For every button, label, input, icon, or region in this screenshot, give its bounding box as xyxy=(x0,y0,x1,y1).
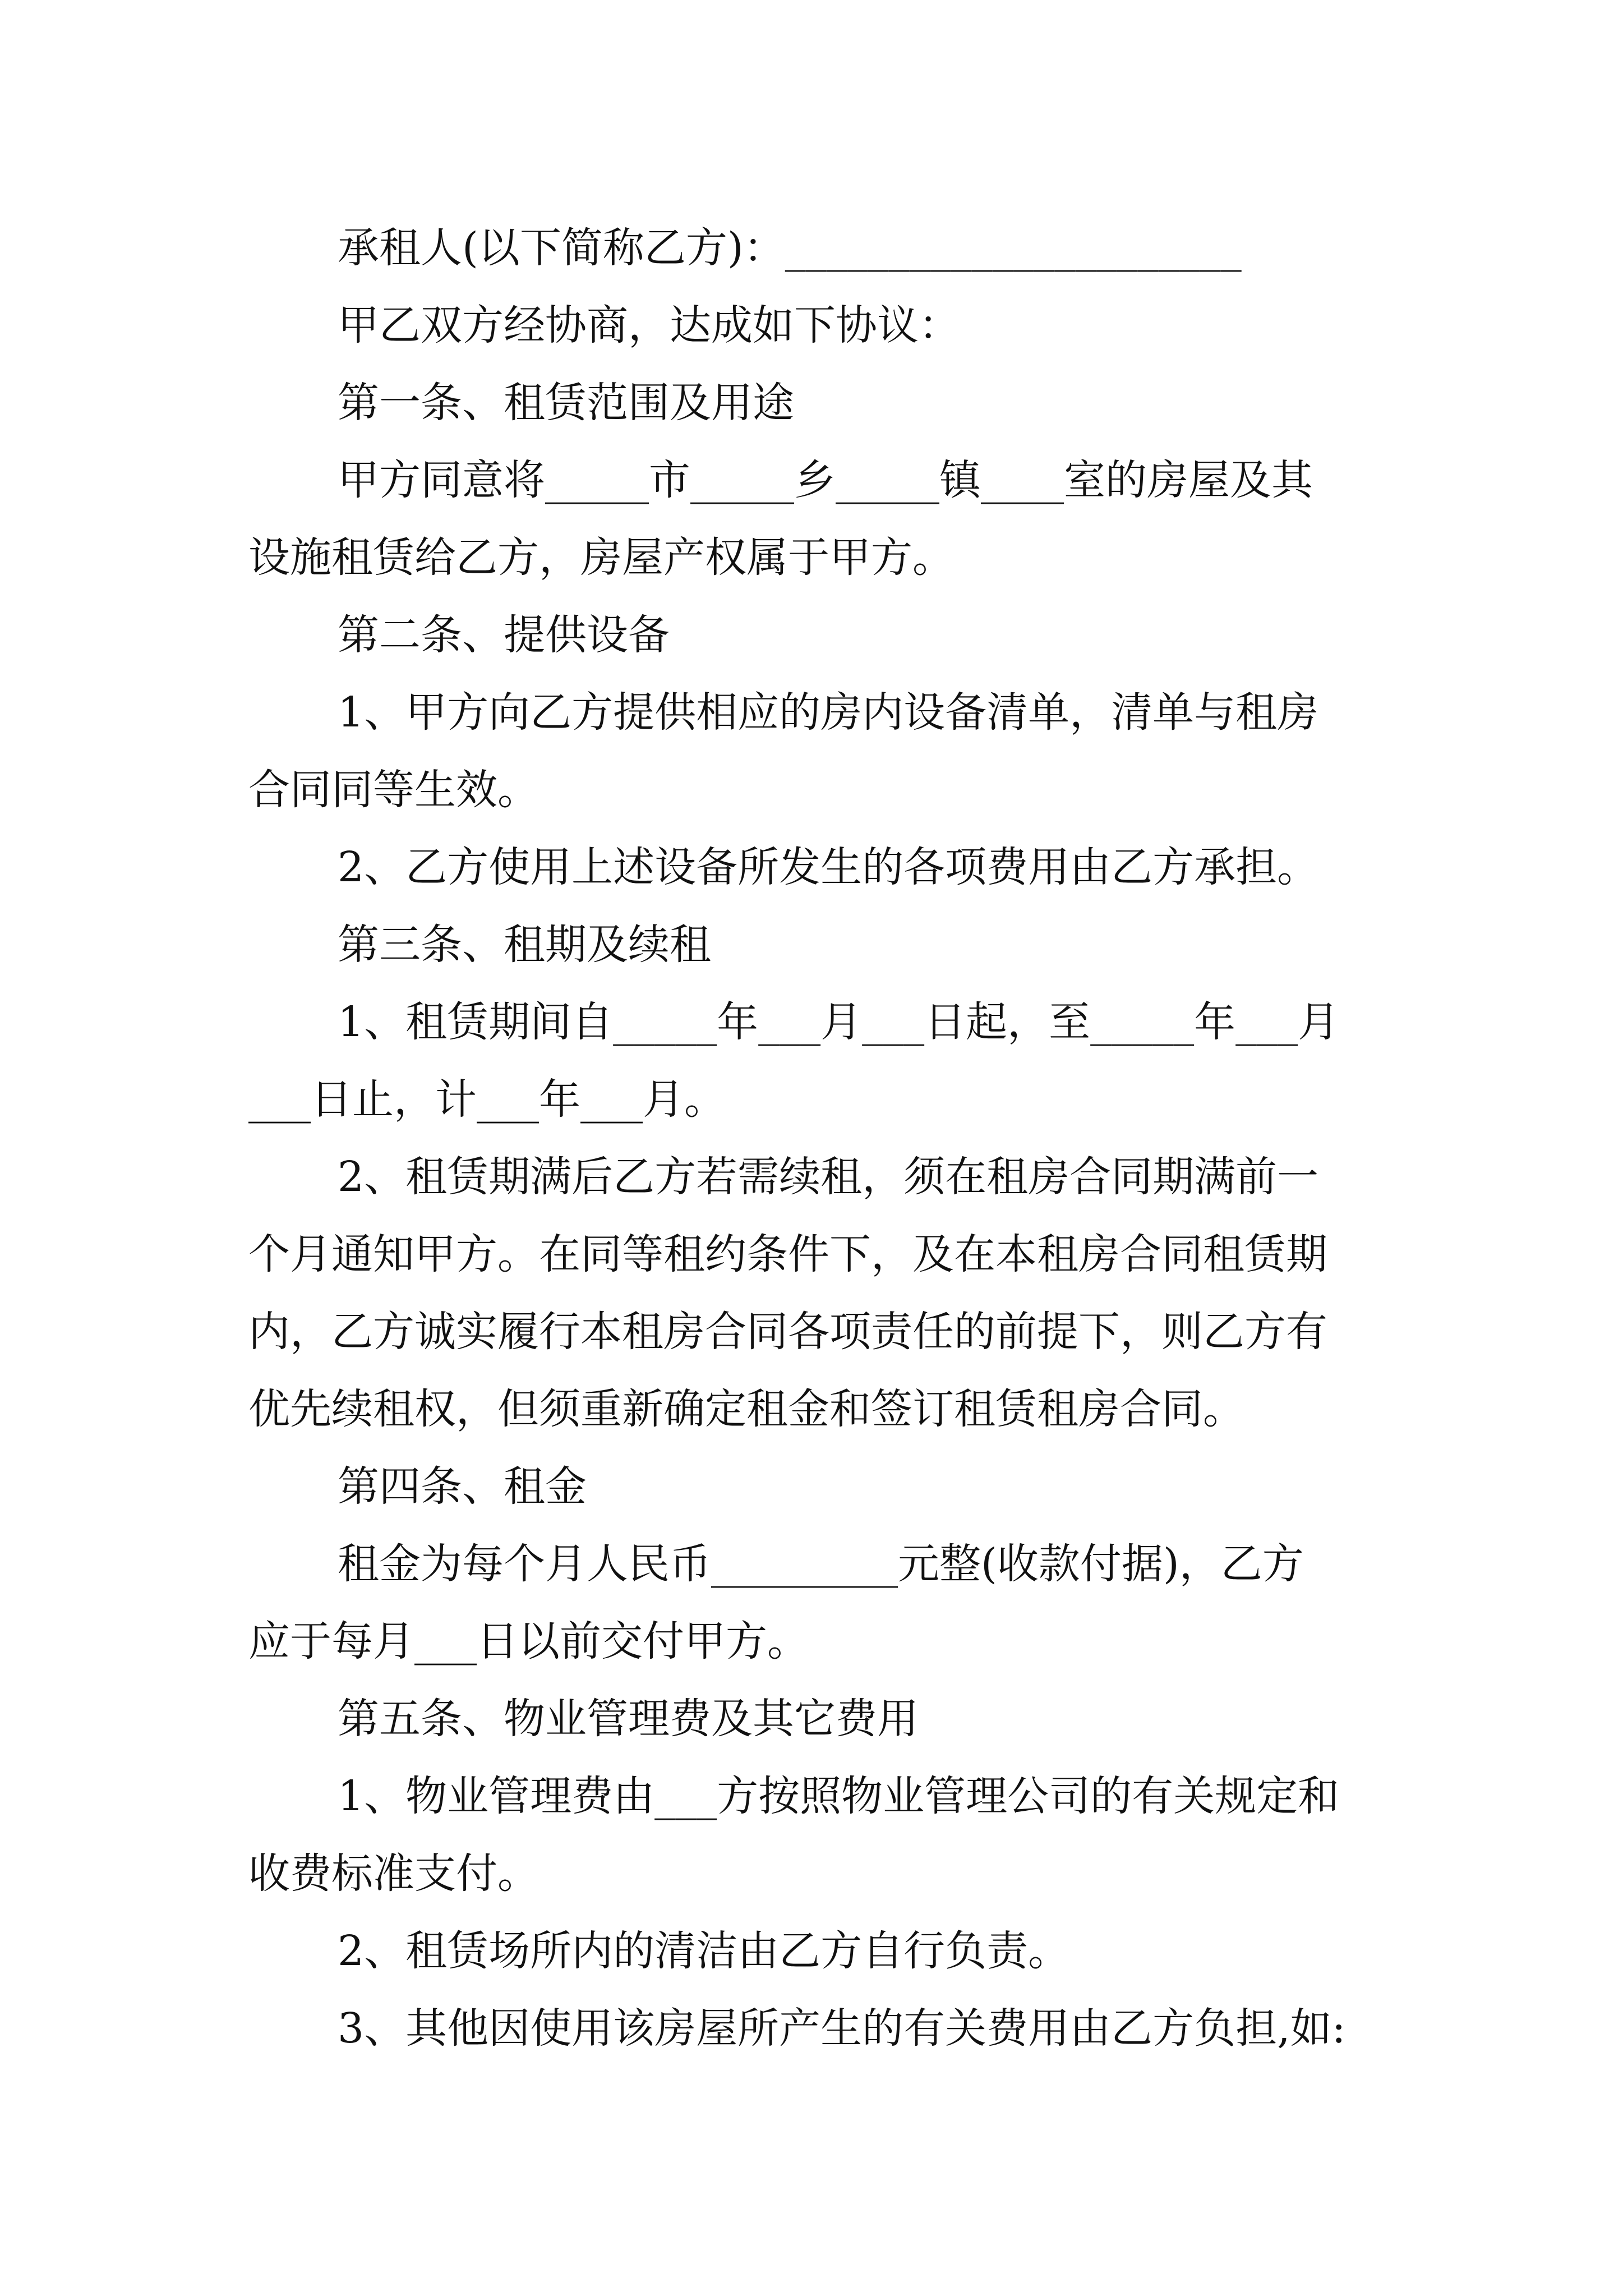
article-3-item-2-line-3: 内，乙方诚实履行本租房合同各项责任的前提下，则乙方有 xyxy=(248,1308,1327,1356)
article-3-item-1-line-2: ___日止，计___年___月。 xyxy=(248,1075,726,1124)
article-1-text-line-1: 甲方同意将_____市_____乡_____镇____室的房屋及其 xyxy=(338,456,1313,504)
article-5-item-1-line-2: 收费标准支付。 xyxy=(248,1849,539,1898)
article-5-item-3: 3、其他因使用该房屋所产生的有关费用由乙方负担,如: xyxy=(338,2004,1346,2053)
article-3-item-2-line-4: 优先续租权，但须重新确定租金和签订租赁租房合同。 xyxy=(248,1385,1244,1433)
lessee-line: 承租人(以下简称乙方)：______________________ xyxy=(338,224,1242,272)
article-3-item-1-line-1: 1、租赁期间自_____年___月___日起，至_____年___月 xyxy=(338,998,1340,1046)
article-3-item-2-line-2: 个月通知甲方。在同等租约条件下，及在本租房合同租赁期 xyxy=(248,1230,1327,1278)
article-4-text-line-1: 租金为每个月人民币_________元整(收款付据)，乙方 xyxy=(338,1540,1304,1588)
article-1-text-line-2: 设施租赁给乙方，房屋产权属于甲方。 xyxy=(248,533,954,582)
article-2-item-1-line-2: 合同同等生效。 xyxy=(248,766,539,814)
article-5-heading: 第五条、物业管理费及其它费用 xyxy=(338,1695,919,1743)
article-4-heading: 第四条、租金 xyxy=(338,1462,587,1511)
article-2-item-2: 2、乙方使用上述设备所发生的各项费用由乙方承担。 xyxy=(338,843,1319,891)
article-2-heading: 第二条、提供设备 xyxy=(338,611,670,659)
article-5-item-2: 2、租赁场所内的清洁由乙方自行负责。 xyxy=(338,1927,1070,1975)
article-1-heading: 第一条、租赁范围及用途 xyxy=(338,379,794,427)
article-5-item-1-line-1: 1、物业管理费由___方按照物业管理公司的有关规定和 xyxy=(338,1772,1340,1820)
agreement-intro: 甲乙双方经协商，达成如下协议： xyxy=(338,301,960,349)
article-3-item-2-line-1: 2、租赁期满后乙方若需续租，须在租房合同期满前一 xyxy=(338,1153,1319,1201)
article-4-text-line-2: 应于每月___日以前交付甲方。 xyxy=(248,1617,809,1665)
article-3-heading: 第三条、租期及续租 xyxy=(338,921,711,969)
article-2-item-1-line-1: 1、甲方向乙方提供相应的房内设备清单，清单与租房 xyxy=(338,688,1319,737)
